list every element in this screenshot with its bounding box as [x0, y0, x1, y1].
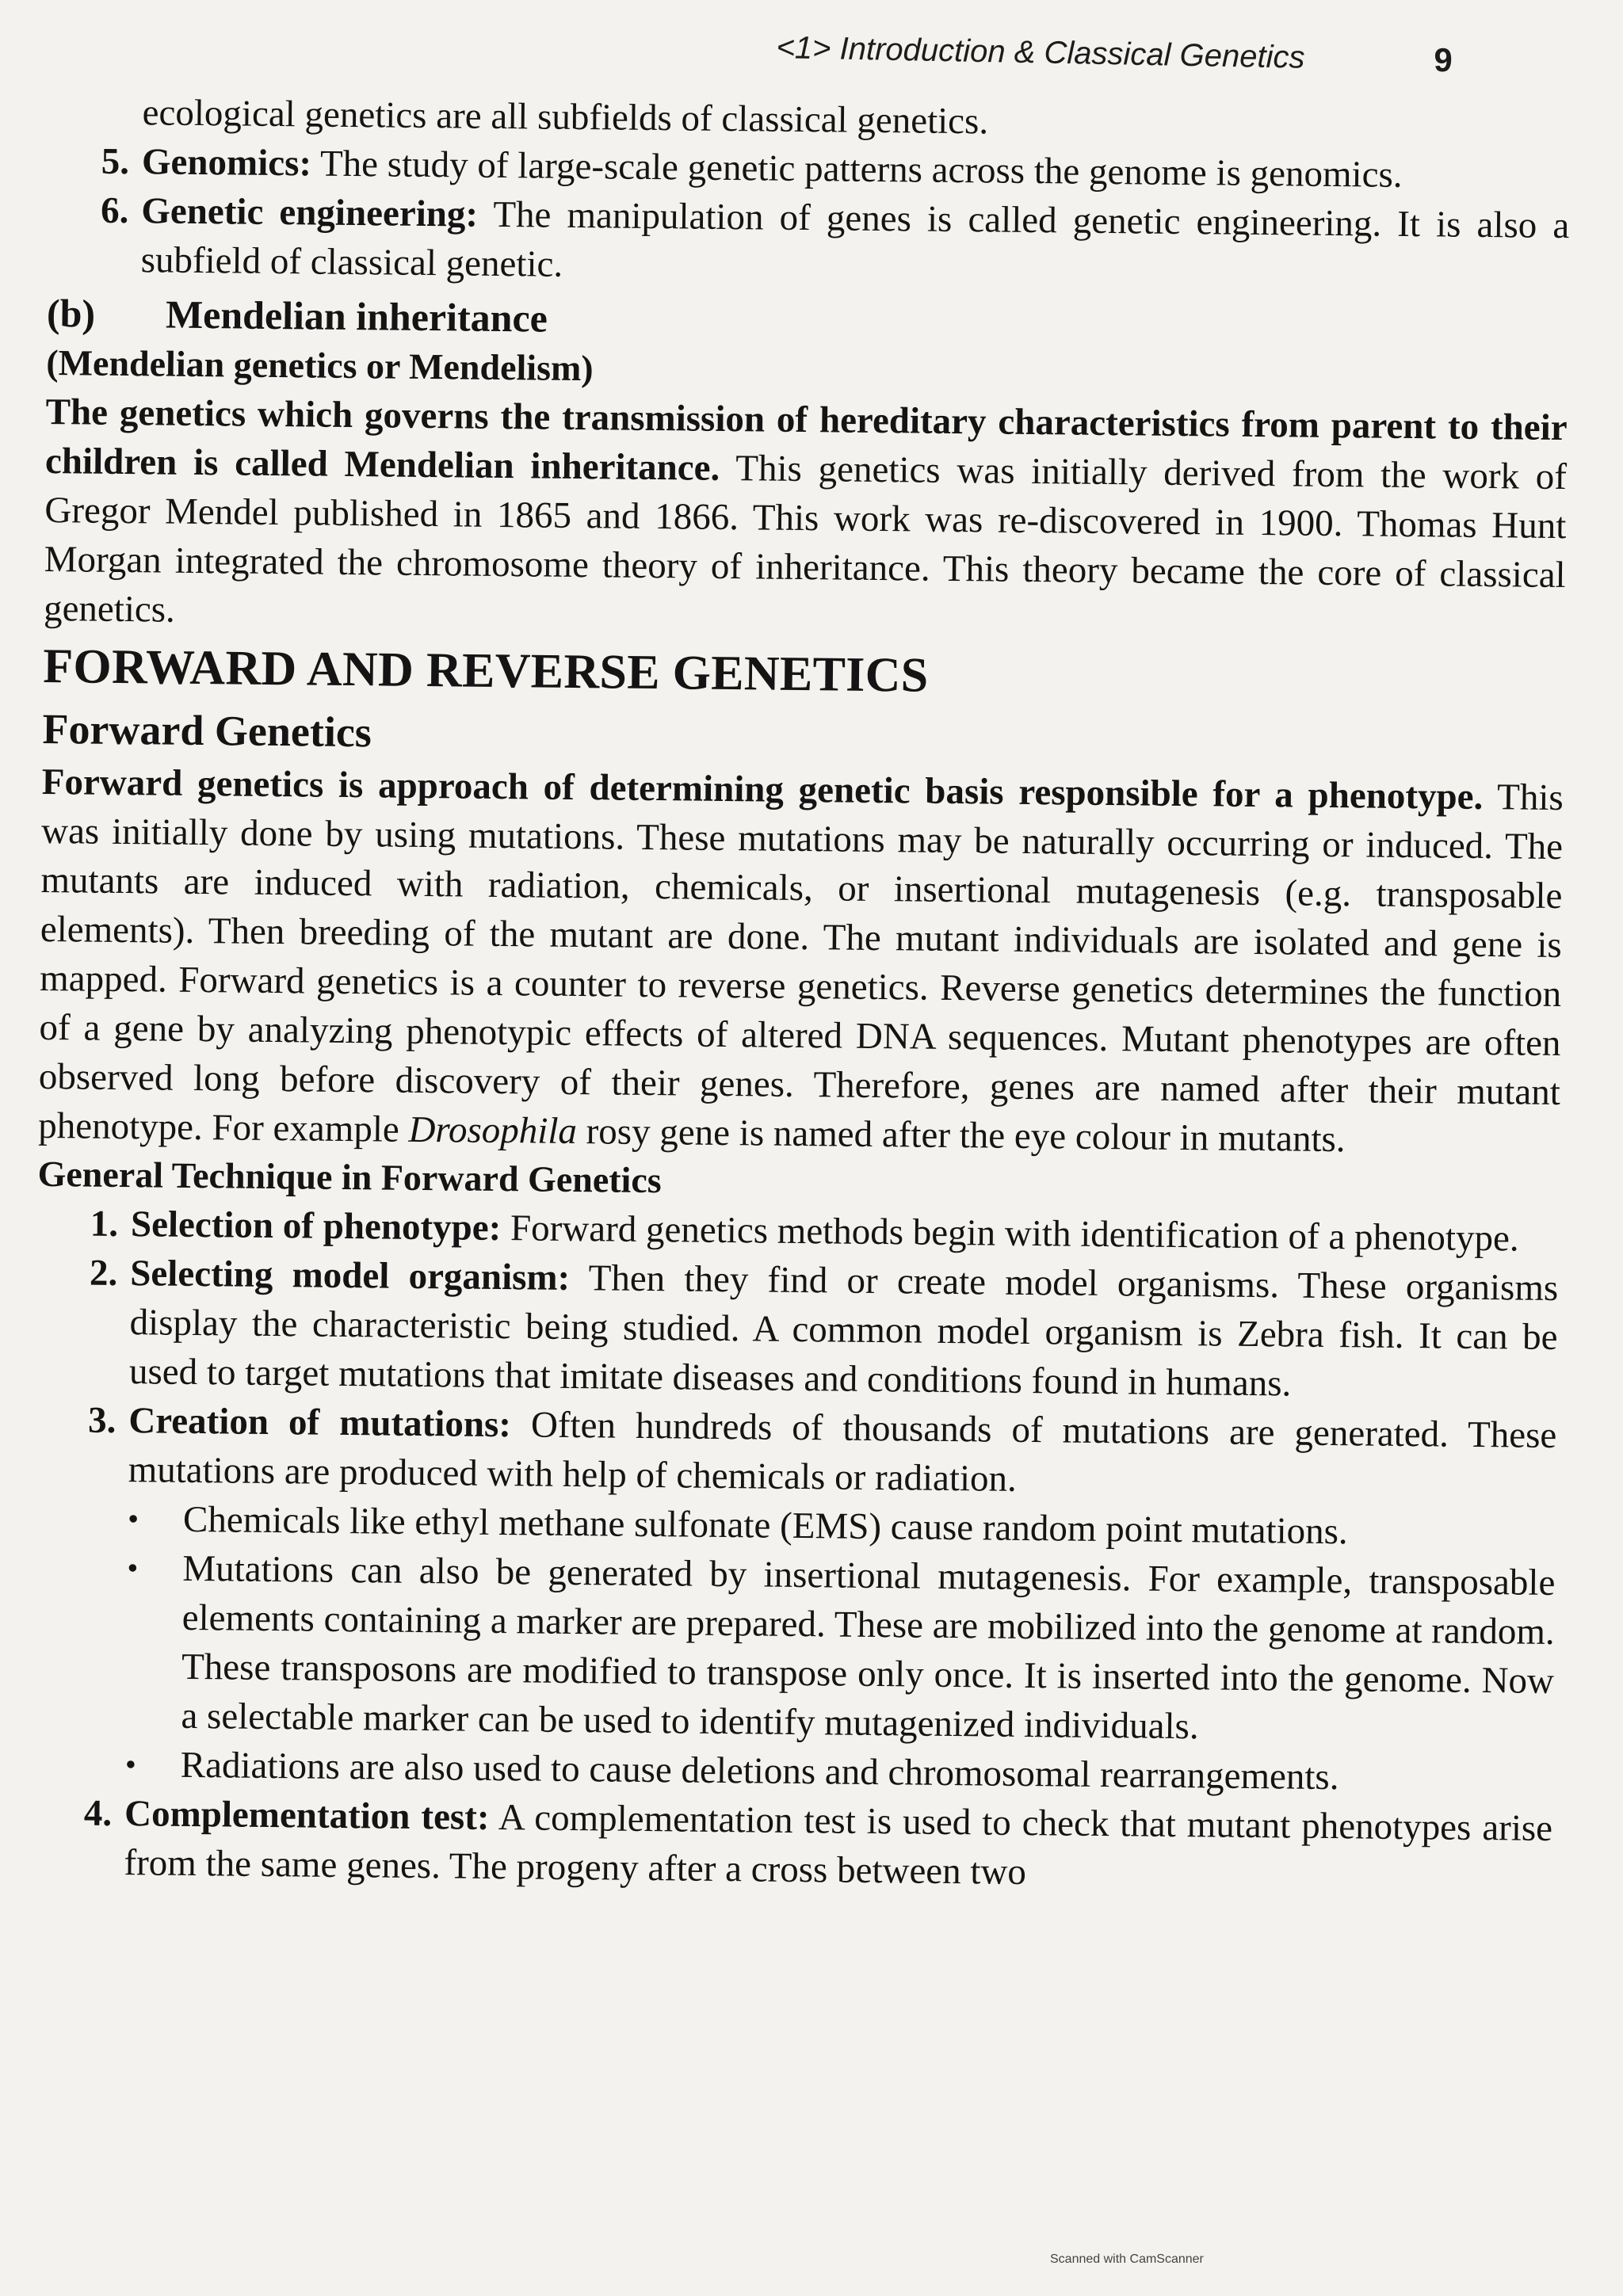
- technique-heading: General Technique in Forward Genetics: [37, 1154, 662, 1201]
- chapter-heading: FORWARD AND REVERSE GENETICS: [42, 639, 929, 703]
- list-number: 6.: [100, 189, 129, 232]
- term: Selecting model organism:: [130, 1253, 571, 1299]
- section-label: (b): [46, 291, 96, 336]
- step-text: [129, 1249, 1559, 1411]
- header-title: <1> Introduction & Classical Genetics: [776, 30, 1305, 75]
- term: Creation of mutations:: [128, 1400, 512, 1446]
- definition-bold: The genetics which governs the transmission of hereditary characteristics from parent to their children is called Mendelian inheritance.: [44, 391, 1568, 489]
- page-number: 9: [1433, 40, 1453, 79]
- definition: The study of large-scale genetic patterns across the genome is genomics.: [319, 143, 1403, 196]
- paragraph-text-end: rosy gene is named after the eye colour in mutants.: [586, 1111, 1346, 1161]
- step-item: [36, 1248, 1559, 1411]
- list-number: 5.: [101, 140, 130, 183]
- scanner-watermark: Scanned with CamScanner: [1050, 2252, 1204, 2266]
- bullet-text: Radiations are also used to cause deletions and chromosomal rearrangements.: [180, 1745, 1339, 1798]
- bullet-icon: •: [127, 1550, 139, 1586]
- bullet-icon: •: [124, 1746, 137, 1783]
- step-item: [30, 1788, 1552, 1902]
- bullet-text: Mutations can also be generated by insertional mutagenesis. For example, transposable elements containing a marker are prepared. These are mobilized into the genome at random. These transposons are modified to transpose only once. It is inserted into the genome. Now a selectable marker can be used to identify mutagenized individuals.: [181, 1548, 1556, 1748]
- paragraph-text: This genetics was initially derived from the work of Gregor Mendel published in 1865 and 1866. This work was re-discovered in 1900. Thomas Hunt Morgan integrated the chromosome theory of inheritance. This theory became the core of classical genetics.: [43, 447, 1568, 631]
- term: Genetic engineering:: [141, 190, 479, 235]
- definition: The manipulation of genes is called genetic engineering. It is also a subfield of classical genetic.: [140, 193, 1570, 285]
- step-number: 4.: [83, 1793, 113, 1835]
- list-text: [140, 186, 1569, 299]
- section-subtitle: (Mendelian genetics or Mendelism): [46, 342, 594, 389]
- section-title: Mendelian inheritance: [165, 292, 548, 341]
- page-content: [30, 87, 1571, 1902]
- step-number: 3.: [87, 1399, 116, 1442]
- step-item: [34, 1395, 1556, 1509]
- list-item-genetic-engineering: [47, 185, 1569, 299]
- term: Selection of phenotype:: [130, 1203, 502, 1249]
- definition-bold: Forward genetics is approach of determining genetic basis responsible for a phenotype.: [41, 761, 1484, 818]
- mendelian-paragraph: [44, 387, 1568, 649]
- definition: Forward genetics methods begin with identification of a phenotype.: [510, 1207, 1519, 1260]
- step-number: 1.: [90, 1203, 119, 1245]
- subheading-forward-genetics: Forward Genetics: [42, 704, 372, 757]
- bullet-item: [32, 1543, 1555, 1755]
- forward-genetics-paragraph: [38, 757, 1564, 1166]
- definition: Then they find or create model organisms. These organisms display the characteristic being studied. A common model organism is Zebra fish. It can be used to target mutations that imitate diseases and conditions found in humans.: [128, 1257, 1559, 1405]
- step-text: [124, 1790, 1552, 1903]
- species-name: Drosophila: [408, 1109, 578, 1153]
- paragraph-text: This was initially done by using mutations. These mutations may be naturally occurring or induced. The mutants are induced with radiation, chemicals, or insertional mutagenesis (e.g. transposable elements). Then breeding of the mutant are done. The mutant individuals are isolated and gene is mapped. Forward genetics is a counter to reverse genetics. Reverse genetics determines the function of a gene by analyzing phenotypic effects of altered DNA sequences. Mutant phenotypes are often observed long before discovery of their genes. Therefore, genes are named after their mutant phenotype. For example: [37, 776, 1564, 1151]
- step-number: 2.: [89, 1252, 118, 1295]
- term: Complementation test:: [124, 1793, 490, 1839]
- bullet-icon: •: [127, 1501, 139, 1537]
- step-text: [128, 1396, 1556, 1509]
- definition: Often hundreds of thousands of mutations are generated. These mutations are produced with help of chemicals or radiation.: [128, 1404, 1557, 1501]
- definition: A complementation test is used to check that mutant phenotypes arise from the same genes. The progeny after a cross between two: [124, 1797, 1553, 1894]
- bullet-text: Chemicals like ethyl methane sulfonate (EMS) cause random point mutations.: [182, 1499, 1348, 1553]
- term: Genomics:: [141, 141, 312, 185]
- continuation-text: ecological genetics are all subfields of classical genetics.: [142, 92, 989, 143]
